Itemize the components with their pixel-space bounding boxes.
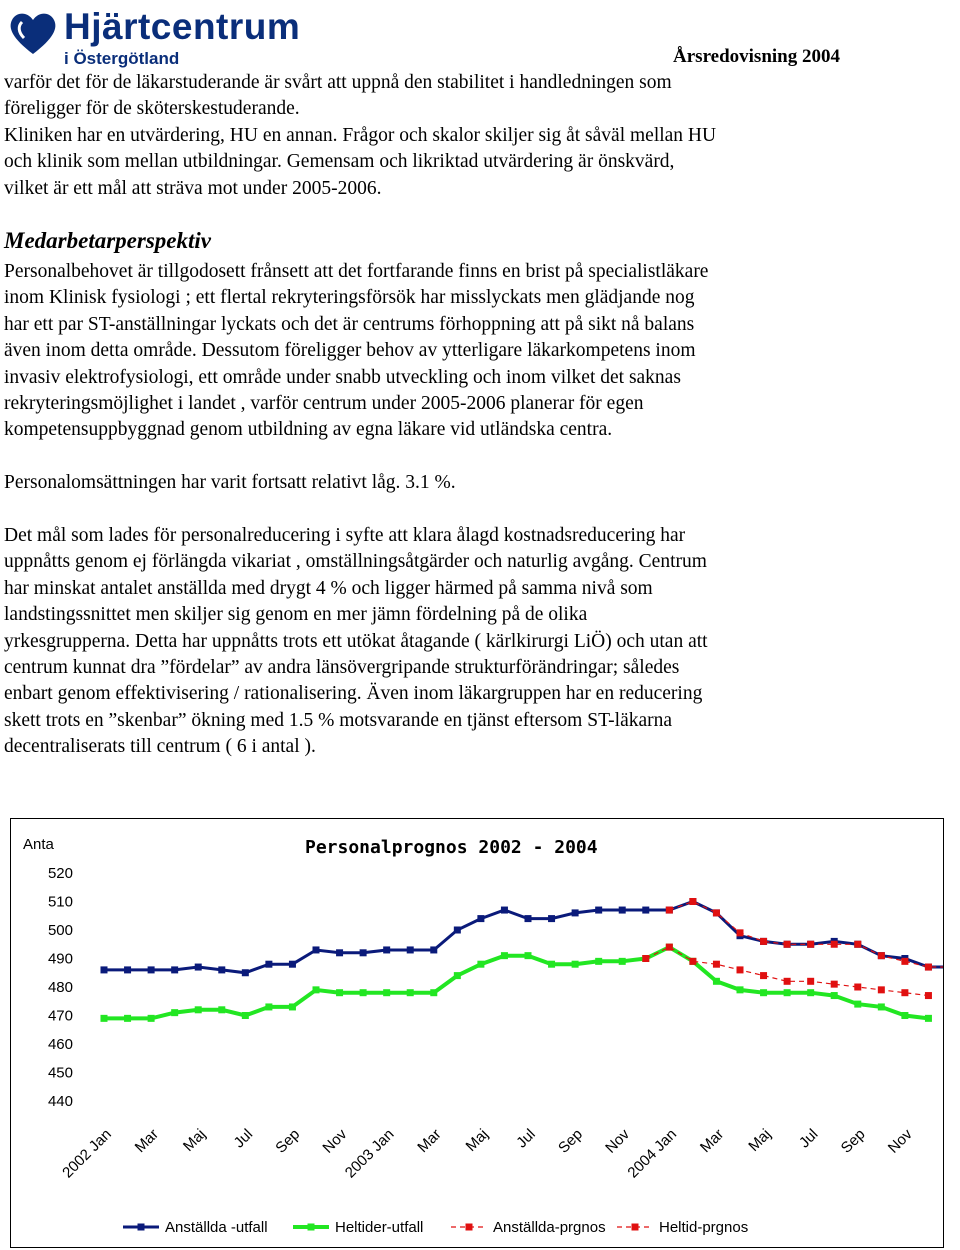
data-point-0: [265, 961, 272, 968]
chart-canvas: [11, 819, 943, 1247]
y-tick-label: 490: [47, 950, 73, 968]
data-point-2: [831, 941, 838, 948]
data-point-1: [501, 952, 508, 959]
data-point-1: [265, 1003, 272, 1010]
data-point-3: [689, 958, 696, 965]
text-line: föreligger för de sköterskestuderande.: [4, 98, 300, 120]
x-tick-label: Mar: [414, 1125, 445, 1157]
text-line: rekryteringsmöjlighet i landet , varför centrum under 2005-2006 planerar för egen: [4, 393, 644, 415]
data-point-0: [313, 946, 320, 953]
data-point-1: [195, 1006, 202, 1013]
legend-swatch-marker: [308, 1224, 315, 1231]
data-point-3: [854, 984, 861, 991]
x-tick-label: Sep: [555, 1125, 586, 1157]
data-point-1: [171, 1009, 178, 1016]
hjartcentrum-logo: [6, 4, 301, 70]
data-point-3: [784, 978, 791, 985]
data-point-0: [195, 964, 202, 971]
data-point-0: [360, 949, 367, 956]
data-point-1: [477, 961, 484, 968]
y-tick-label: 480: [47, 979, 73, 996]
x-tick-label: Sep: [272, 1125, 304, 1157]
legend-swatch-marker: [466, 1224, 473, 1231]
text-line: skett trots en ”skenbar” ökning med 1.5 % motsvarande en tjänst eftersom ST-läkarna: [4, 709, 673, 731]
legend-label: Heltid-prgnos: [659, 1219, 749, 1236]
data-point-3: [737, 966, 744, 973]
logo-subtitle: i Östergötland: [64, 49, 180, 68]
data-point-3: [666, 944, 673, 951]
x-tick-label: Nov: [602, 1125, 634, 1157]
data-point-3: [925, 992, 932, 999]
data-point-1: [831, 992, 838, 999]
data-point-2: [737, 929, 744, 936]
series-line-0: [104, 902, 943, 973]
data-point-1: [619, 958, 626, 965]
data-point-1: [430, 989, 437, 996]
section-heading: Medarbetarperspektiv: [4, 228, 211, 253]
data-point-0: [454, 927, 461, 934]
reduction-paragraph: [4, 523, 854, 761]
data-point-1: [525, 952, 532, 959]
data-point-3: [878, 986, 885, 993]
data-point-0: [289, 961, 296, 968]
x-tick-label: Maj: [462, 1125, 492, 1155]
data-point-1: [218, 1006, 225, 1013]
data-point-1: [383, 989, 390, 996]
data-point-0: [430, 946, 437, 953]
heart-icon: [6, 8, 60, 58]
data-point-1: [407, 989, 414, 996]
data-point-0: [525, 915, 532, 922]
y-tick-label: 500: [47, 922, 73, 939]
data-point-0: [572, 909, 579, 916]
text-line: har ett par ST-anställningar lyckats och det är centrums förhoppning att på sikt nå balans: [4, 313, 695, 335]
x-tick-label: Nov: [884, 1125, 916, 1157]
x-tick-label: Nov: [319, 1125, 351, 1157]
data-point-1: [454, 972, 461, 979]
x-tick-label: Maj: [745, 1125, 775, 1155]
series-line-3: [646, 947, 929, 996]
text-line: yrkesgrupperna. Detta har uppnåtts trots ett utökat åtagande ( kärlkirurgi LiÖ) och utan att: [4, 630, 708, 652]
series-line-1: [104, 947, 928, 1018]
data-point-0: [477, 915, 484, 922]
data-point-1: [124, 1015, 131, 1022]
logo-title: Hjärtcentrum: [64, 6, 301, 47]
data-point-2: [689, 898, 696, 905]
data-point-2: [666, 907, 673, 914]
text-line: Personalbehovet är tillgodosett frånsett att det fortfarande finns en brist på specialistläkare: [4, 261, 709, 282]
x-tick-label: 2003 Jan: [341, 1125, 398, 1182]
data-point-0: [242, 969, 249, 976]
legend-label: Anställda-prgnos: [493, 1219, 606, 1236]
text-line: även inom detta område. Dessutom föreligger behov av ytterligare läkarkompetens inom: [4, 340, 696, 362]
data-point-0: [218, 966, 225, 973]
data-point-1: [713, 978, 720, 985]
data-point-0: [619, 907, 626, 914]
data-point-1: [313, 986, 320, 993]
data-point-1: [854, 1001, 861, 1008]
chart-title: Personalprognos 2002 - 2004: [305, 837, 598, 858]
data-point-2: [713, 909, 720, 916]
data-point-0: [336, 949, 343, 956]
turnover-paragraph: [4, 470, 854, 496]
report-title: Årsredovisning 2004: [673, 46, 840, 67]
y-axis-label: Anta: [23, 836, 54, 853]
text-line: enbart genom effektivisering / rationalisering. Även inom läkargruppen har en reducering: [4, 683, 703, 705]
data-point-3: [901, 989, 908, 996]
x-tick-label: Jul: [795, 1125, 822, 1152]
x-tick-label: Maj: [179, 1125, 210, 1155]
data-point-0: [124, 966, 131, 973]
data-point-1: [878, 1003, 885, 1010]
data-point-1: [760, 989, 767, 996]
data-point-0: [101, 966, 108, 973]
data-point-1: [336, 989, 343, 996]
data-point-0: [383, 946, 390, 953]
x-tick-label: Mar: [131, 1125, 162, 1157]
data-point-2: [854, 941, 861, 948]
legend-label: Heltider-utfall: [335, 1219, 424, 1236]
text-line: kompetensuppbyggnad genom utbildning av egna läkare vid utländska centra.: [4, 419, 613, 441]
text-line: inom Klinisk fysiologi ; ett flertal rekryteringsförsök har misslyckats men glädjande nog: [4, 287, 695, 309]
data-point-3: [831, 981, 838, 988]
x-tick-label: Mar: [696, 1125, 728, 1157]
intro-paragraph: [4, 70, 854, 202]
data-point-3: [807, 978, 814, 985]
text-line: varför det för de läkarstuderande är svårt att uppnå den stabilitet i handledningen som: [4, 72, 672, 93]
data-point-3: [642, 955, 649, 962]
data-point-2: [760, 938, 767, 945]
y-tick-label: 440: [47, 1093, 73, 1110]
y-tick-label: 470: [47, 1007, 73, 1025]
data-point-1: [548, 961, 555, 968]
data-point-1: [737, 986, 744, 993]
data-point-1: [360, 989, 367, 996]
text-line: decentraliserats till centrum ( 6 i antal ).: [4, 736, 316, 758]
data-point-1: [101, 1015, 108, 1022]
y-tick-label: 450: [47, 1064, 73, 1082]
data-point-0: [148, 966, 155, 973]
text-line: har minskat antalet anställda med drygt 4 % och ligger härmed på samma nivå som: [4, 577, 653, 599]
data-point-1: [901, 1012, 908, 1019]
legend-swatch-marker: [138, 1224, 145, 1231]
data-point-2: [878, 952, 885, 959]
x-tick-label: 2004 Jan: [624, 1125, 681, 1182]
data-point-0: [407, 946, 414, 953]
text-line: Kliniken har en utvärdering, HU en annan. Frågor och skalor skiljer sig åt såväl mellan HU: [4, 124, 717, 146]
data-point-1: [784, 989, 791, 996]
data-point-1: [289, 1003, 296, 1010]
legend-label: Anställda -utfall: [165, 1219, 268, 1236]
data-point-0: [501, 907, 508, 914]
data-point-1: [148, 1015, 155, 1022]
text-line: Det mål som lades för personalreducering i syfte att klara ålagd kostnadsreducering har: [4, 525, 686, 546]
text-line: landstingssnittet men skiljer sig genom en mer jämn fördelning på de olika: [4, 604, 588, 626]
data-point-0: [171, 966, 178, 973]
data-point-1: [807, 989, 814, 996]
legend-swatch-marker: [632, 1224, 639, 1231]
data-point-2: [901, 958, 908, 965]
x-tick-label: Jul: [230, 1125, 257, 1152]
data-point-3: [713, 961, 720, 968]
text-line: vilket är ett mål att sträva mot under 2005-2006.: [4, 177, 382, 199]
y-tick-label: 460: [47, 1036, 73, 1053]
data-point-2: [784, 941, 791, 948]
data-point-1: [242, 1012, 249, 1019]
x-tick-label: Jul: [513, 1125, 539, 1152]
text-line: invasiv elektrofysiologi, ett område under snabb utveckling och inom vilket det saknas: [4, 366, 681, 388]
data-point-1: [572, 961, 579, 968]
text-line: uppnåtts genom ej förlängda vikariat , omställningsåtgärder och naturlig avgång. Centrum: [4, 551, 707, 573]
staff-forecast-chart: [10, 818, 944, 1248]
data-point-0: [595, 907, 602, 914]
data-point-1: [925, 1015, 932, 1022]
text-line: och klinik som mellan utbildningar. Gemensam och likriktad utvärdering är önskvärd,: [4, 151, 675, 173]
y-tick-label: 520: [47, 865, 73, 882]
data-point-3: [760, 972, 767, 979]
data-point-1: [595, 958, 602, 965]
text-line: centrum kunnat dra ”fördelar” av andra länsövergripande strukturförändringar; således: [4, 657, 680, 679]
text-line: Personalomsättningen har varit fortsatt relativt låg. 3.1 %.: [4, 472, 456, 493]
data-point-0: [548, 915, 555, 922]
data-point-0: [642, 907, 649, 914]
data-point-2: [925, 964, 932, 971]
staffing-paragraph: [4, 259, 854, 444]
y-tick-label: 510: [47, 893, 73, 911]
x-tick-label: Sep: [837, 1125, 869, 1157]
x-tick-label: 2002 Jan: [59, 1125, 115, 1182]
data-point-2: [807, 941, 814, 948]
